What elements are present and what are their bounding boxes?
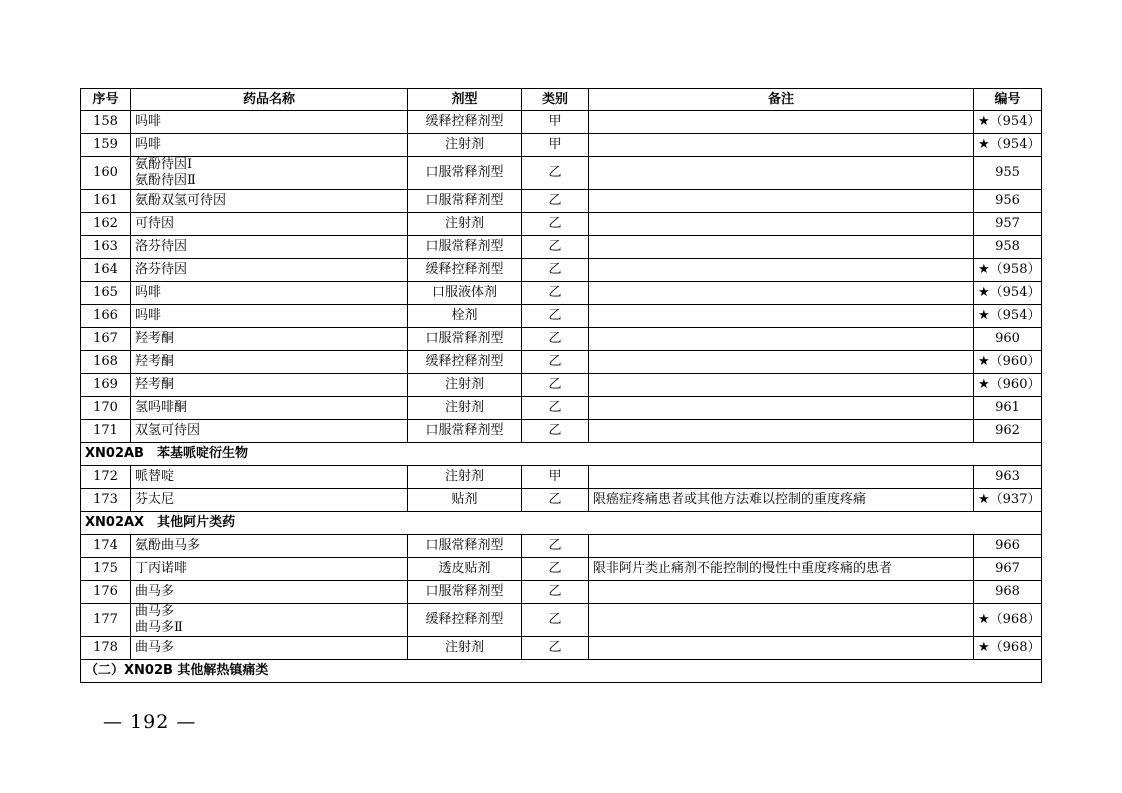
drug-category: 乙 xyxy=(522,637,589,660)
table-row xyxy=(81,374,1042,397)
section-heading: （二）XN02B 其他解热镇痛类 xyxy=(81,660,1042,683)
drug-name-line: 曲马多 xyxy=(135,584,175,599)
drug-category: 甲 xyxy=(522,466,589,489)
row-index: 160 xyxy=(81,157,131,190)
table-row xyxy=(81,305,1042,328)
dosage-form: 口服常释剂型 xyxy=(408,581,522,604)
drug-code: 956 xyxy=(974,190,1042,213)
drug-category: 乙 xyxy=(522,190,589,213)
row-index: 175 xyxy=(81,558,131,581)
drug-name xyxy=(131,535,408,558)
row-index: 161 xyxy=(81,190,131,213)
table-row xyxy=(81,259,1042,282)
dosage-form: 口服常释剂型 xyxy=(408,328,522,351)
header-drug-name: 药品名称 xyxy=(131,89,408,111)
dosage-form: 口服常释剂型 xyxy=(408,535,522,558)
drug-note xyxy=(589,305,974,328)
drug-name-line: 曲马多 xyxy=(135,604,175,619)
table-row xyxy=(81,466,1042,489)
table-row xyxy=(81,282,1042,305)
drug-code: 955 xyxy=(974,157,1042,190)
drug-note xyxy=(589,351,974,374)
drug-name-line: 羟考酮 xyxy=(135,354,175,369)
drug-name xyxy=(131,328,408,351)
section-heading-row xyxy=(81,660,1042,683)
drug-note xyxy=(589,374,974,397)
drug-code: 957 xyxy=(974,213,1042,236)
drug-note xyxy=(589,581,974,604)
row-index: 170 xyxy=(81,397,131,420)
drug-name-line: 芬太尼 xyxy=(135,492,175,507)
drug-name-line: 曲马多 xyxy=(135,640,175,655)
row-index: 165 xyxy=(81,282,131,305)
drug-note xyxy=(589,111,974,134)
table-row xyxy=(81,236,1042,259)
drug-name-line: 氨酚双氢可待因 xyxy=(135,193,227,208)
drug-note xyxy=(589,213,974,236)
drug-name xyxy=(131,134,408,157)
drug-note xyxy=(589,259,974,282)
drug-name xyxy=(131,305,408,328)
drug-name-line: 羟考酮 xyxy=(135,331,175,346)
table-row xyxy=(81,111,1042,134)
drug-category: 乙 xyxy=(522,328,589,351)
drug-name-line: 哌替啶 xyxy=(135,469,175,484)
drug-category: 乙 xyxy=(522,535,589,558)
drug-code: 962 xyxy=(974,420,1042,443)
header-dosage-form: 剂型 xyxy=(408,89,522,111)
drug-category: 乙 xyxy=(522,282,589,305)
drug-category: 甲 xyxy=(522,111,589,134)
drug-category: 乙 xyxy=(522,351,589,374)
drug-name-line: 双氢可待因 xyxy=(135,423,201,438)
row-index: 176 xyxy=(81,581,131,604)
drug-name-line: 氢吗啡酮 xyxy=(135,400,188,415)
drug-code: ★（968） xyxy=(974,637,1042,660)
drug-name xyxy=(131,374,408,397)
drug-code: ★（968） xyxy=(974,604,1042,637)
drug-name-line: 洛芬待因 xyxy=(135,239,188,254)
drug-code: ★（937） xyxy=(974,489,1042,512)
dosage-form: 贴剂 xyxy=(408,489,522,512)
drug-name xyxy=(131,397,408,420)
drug-code: ★（954） xyxy=(974,282,1042,305)
dosage-form: 缓释控释剂型 xyxy=(408,111,522,134)
table-row xyxy=(81,190,1042,213)
section-heading: XN02AB 苯基哌啶衍生物 xyxy=(81,443,1042,466)
drug-name xyxy=(131,351,408,374)
drug-code: ★（954） xyxy=(974,111,1042,134)
drug-category: 乙 xyxy=(522,236,589,259)
dosage-form: 口服常释剂型 xyxy=(408,420,522,443)
row-index: 169 xyxy=(81,374,131,397)
header-code: 编号 xyxy=(974,89,1042,111)
dosage-form: 注射剂 xyxy=(408,134,522,157)
drug-name-line: 吗啡 xyxy=(135,114,162,129)
page-number: — 192 — xyxy=(103,711,197,733)
section-heading-row xyxy=(81,443,1042,466)
drug-code: 961 xyxy=(974,397,1042,420)
drug-name xyxy=(131,420,408,443)
drug-category: 乙 xyxy=(522,581,589,604)
drug-note xyxy=(589,328,974,351)
row-index: 171 xyxy=(81,420,131,443)
dosage-form: 缓释控释剂型 xyxy=(408,259,522,282)
drug-note xyxy=(589,190,974,213)
drug-note xyxy=(589,604,974,637)
drug-name xyxy=(131,558,408,581)
dosage-form: 口服常释剂型 xyxy=(408,236,522,259)
drug-code: 968 xyxy=(974,581,1042,604)
drug-category: 乙 xyxy=(522,558,589,581)
drug-name xyxy=(131,111,408,134)
drug-note xyxy=(589,282,974,305)
drug-category: 乙 xyxy=(522,213,589,236)
drug-name xyxy=(131,157,408,190)
drug-name xyxy=(131,604,408,637)
table-row xyxy=(81,489,1042,512)
table-row xyxy=(81,397,1042,420)
row-index: 173 xyxy=(81,489,131,512)
table-row xyxy=(81,420,1042,443)
dosage-form: 注射剂 xyxy=(408,466,522,489)
dosage-form: 口服常释剂型 xyxy=(408,190,522,213)
drug-name-line: 曲马多Ⅱ xyxy=(135,620,183,635)
dosage-form: 注射剂 xyxy=(408,213,522,236)
drug-category: 乙 xyxy=(522,604,589,637)
row-index: 168 xyxy=(81,351,131,374)
drug-note xyxy=(589,397,974,420)
header-notes: 备注 xyxy=(589,89,974,111)
drug-code: ★（954） xyxy=(974,134,1042,157)
dosage-form: 缓释控释剂型 xyxy=(408,604,522,637)
drug-code: ★（958） xyxy=(974,259,1042,282)
header-index: 序号 xyxy=(81,89,131,111)
drug-category: 乙 xyxy=(522,374,589,397)
drug-note xyxy=(589,466,974,489)
row-index: 158 xyxy=(81,111,131,134)
dosage-form: 缓释控释剂型 xyxy=(408,351,522,374)
drug-code: 966 xyxy=(974,535,1042,558)
drug-name xyxy=(131,581,408,604)
drug-table xyxy=(80,88,1042,683)
row-index: 177 xyxy=(81,604,131,637)
drug-name xyxy=(131,489,408,512)
drug-note xyxy=(589,535,974,558)
section-heading: XN02AX 其他阿片类药 xyxy=(81,512,1042,535)
drug-note xyxy=(589,637,974,660)
drug-name-line: 氨酚曲马多 xyxy=(135,538,201,553)
row-index: 162 xyxy=(81,213,131,236)
table-row xyxy=(81,535,1042,558)
drug-name-line: 氨酚待因Ⅱ xyxy=(135,173,196,188)
drug-category: 乙 xyxy=(522,305,589,328)
drug-name xyxy=(131,190,408,213)
row-index: 174 xyxy=(81,535,131,558)
drug-code: 958 xyxy=(974,236,1042,259)
drug-note xyxy=(589,157,974,190)
drug-name xyxy=(131,259,408,282)
drug-code: ★（954） xyxy=(974,305,1042,328)
drug-code: 960 xyxy=(974,328,1042,351)
drug-name-line: 羟考酮 xyxy=(135,377,175,392)
table-row xyxy=(81,604,1042,637)
row-index: 178 xyxy=(81,637,131,660)
drug-category: 甲 xyxy=(522,134,589,157)
drug-note: 限癌症疼痛患者或其他方法难以控制的重度疼痛 xyxy=(589,489,974,512)
drug-note: 限非阿片类止痛剂不能控制的慢性中重度疼痛的患者 xyxy=(589,558,974,581)
row-index: 166 xyxy=(81,305,131,328)
table-row xyxy=(81,351,1042,374)
drug-name-line: 洛芬待因 xyxy=(135,262,188,277)
dosage-form: 栓剂 xyxy=(408,305,522,328)
dosage-form: 透皮贴剂 xyxy=(408,558,522,581)
drug-code: ★（960） xyxy=(974,374,1042,397)
drug-category: 乙 xyxy=(522,157,589,190)
row-index: 163 xyxy=(81,236,131,259)
dosage-form: 口服液体剂 xyxy=(408,282,522,305)
dosage-form: 注射剂 xyxy=(408,637,522,660)
drug-code: 967 xyxy=(974,558,1042,581)
drug-name-line: 氨酚待因Ⅰ xyxy=(135,157,193,172)
section-heading-row xyxy=(81,512,1042,535)
row-index: 172 xyxy=(81,466,131,489)
drug-note xyxy=(589,420,974,443)
table-row xyxy=(81,328,1042,351)
drug-name-line: 吗啡 xyxy=(135,137,162,152)
drug-code: ★（960） xyxy=(974,351,1042,374)
drug-category: 乙 xyxy=(522,489,589,512)
row-index: 159 xyxy=(81,134,131,157)
row-index: 167 xyxy=(81,328,131,351)
drug-name xyxy=(131,637,408,660)
drug-code: 963 xyxy=(974,466,1042,489)
drug-name xyxy=(131,236,408,259)
drug-name-line: 丁丙诺啡 xyxy=(135,561,188,576)
drug-note xyxy=(589,236,974,259)
drug-name-line: 可待因 xyxy=(135,216,175,231)
drug-name xyxy=(131,282,408,305)
table-row xyxy=(81,637,1042,660)
table-row xyxy=(81,157,1042,190)
drug-name xyxy=(131,466,408,489)
table-row xyxy=(81,134,1042,157)
table-header-row xyxy=(81,89,1042,111)
drug-category: 乙 xyxy=(522,420,589,443)
header-category: 类别 xyxy=(522,89,589,111)
table-body xyxy=(81,111,1042,683)
drug-category: 乙 xyxy=(522,259,589,282)
table-row xyxy=(81,213,1042,236)
drug-note xyxy=(589,134,974,157)
dosage-form: 注射剂 xyxy=(408,397,522,420)
dosage-form: 注射剂 xyxy=(408,374,522,397)
row-index: 164 xyxy=(81,259,131,282)
drug-name xyxy=(131,213,408,236)
drug-name-line: 吗啡 xyxy=(135,285,162,300)
table-row xyxy=(81,558,1042,581)
dosage-form: 口服常释剂型 xyxy=(408,157,522,190)
table-row xyxy=(81,581,1042,604)
drug-name-line: 吗啡 xyxy=(135,308,162,323)
drug-category: 乙 xyxy=(522,397,589,420)
